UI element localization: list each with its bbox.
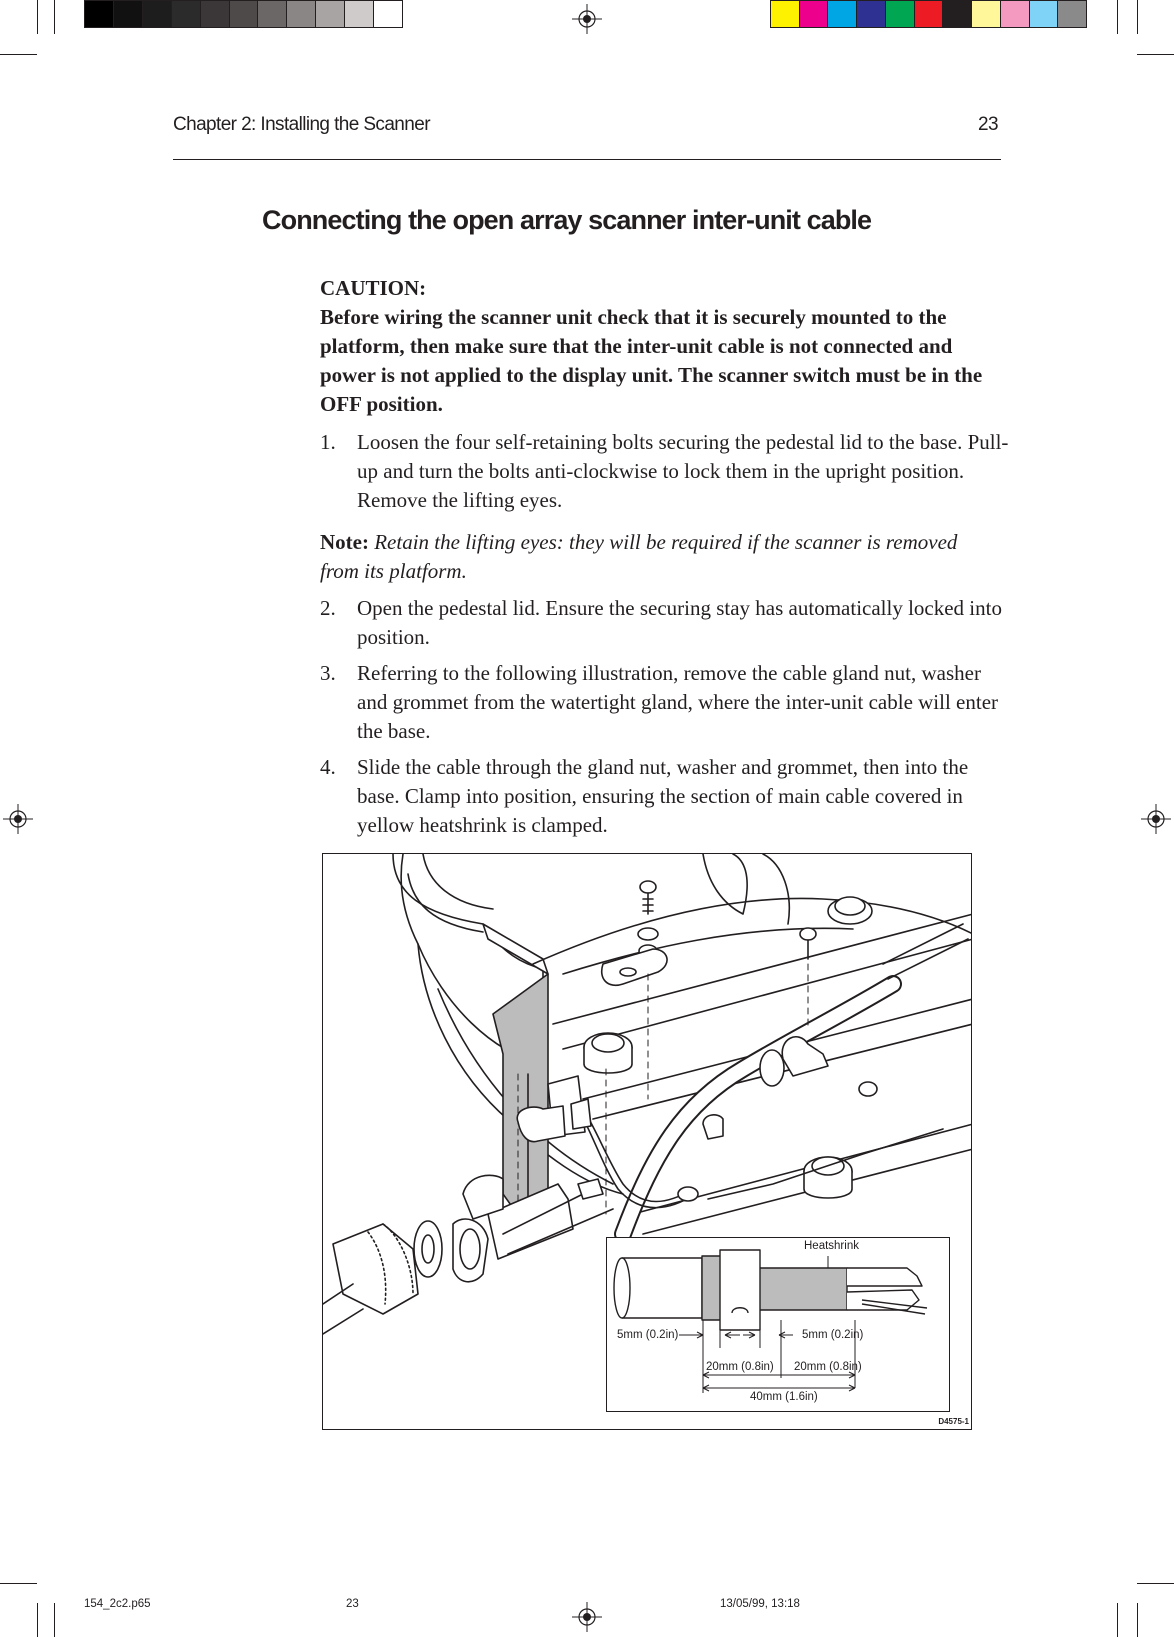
step-number: 3.: [320, 661, 336, 685]
color-swatch: [800, 1, 829, 27]
gray-swatch: [143, 1, 172, 27]
color-swatch: [886, 1, 915, 27]
heatshrink-label: Heatshrink: [804, 1240, 859, 1252]
color-swatch: [1058, 1, 1086, 27]
note-label: Note:: [320, 530, 369, 554]
footer-page: 23: [346, 1598, 359, 1610]
note: [320, 528, 990, 586]
caution-text: Before wiring the scanner unit check that it is securely mounted to the platform, then make sure that the inter-unit cable is not connected and power is not applied to the display unit. The scanner switch must be in the OFF position.: [320, 305, 983, 416]
cable-installation-illustration: [322, 853, 972, 1430]
caution-label: CAUTION:: [320, 276, 427, 300]
gray-swatch: [230, 1, 259, 27]
dimension-20mm-right: 20mm (0.8in): [794, 1361, 862, 1373]
gray-swatch: [172, 1, 201, 27]
gray-swatch: [287, 1, 316, 27]
registration-mark-right: [1141, 804, 1171, 834]
dimension-20mm-left: 20mm (0.8in): [706, 1361, 774, 1373]
gray-swatch: [316, 1, 345, 27]
note-text: Retain the lifting eyes: they will be required if the scanner is removed from its platform.: [320, 530, 958, 583]
caution-block: [320, 274, 1000, 419]
color-swatch: [828, 1, 857, 27]
color-swatch: [915, 1, 944, 27]
figure-code: D4575-1: [938, 1417, 969, 1426]
step-number: 1.: [320, 430, 336, 454]
gray-swatch: [374, 1, 402, 27]
gray-swatch: [85, 1, 114, 27]
color-swatch: [771, 1, 800, 27]
gray-swatch: [201, 1, 230, 27]
step-text: Loosen the four self-retaining bolts securing the pedestal lid to the base. Pull-up and turn the bolts anti-clockwise to lock them in the upright position. Remove the lifting eyes.: [357, 430, 1009, 512]
dimension-5mm-left: 5mm (0.2in): [617, 1329, 679, 1341]
color-swatch: [1030, 1, 1059, 27]
step-4: [320, 753, 1010, 840]
step-text: Open the pedestal lid. Ensure the securing stay has automatically locked into position.: [357, 596, 1002, 649]
step-2: [320, 594, 1010, 652]
step-number: 2.: [320, 596, 336, 620]
step-text: Referring to the following illustration, remove the cable gland nut, washer and grommet from the watertight gland, where the inter-unit cable will enter the base.: [357, 661, 999, 743]
footer-timestamp: 13/05/99, 13:18: [720, 1598, 800, 1610]
gray-swatch: [114, 1, 143, 27]
chapter-heading: Chapter 2: Installing the Scanner: [173, 114, 430, 135]
footer-filename: 154_2c2.p65: [84, 1598, 151, 1610]
page-number: 23: [978, 114, 998, 135]
step-3: [320, 659, 1010, 746]
dimension-5mm-right: 5mm (0.2in): [802, 1329, 864, 1341]
registration-mark-top: [572, 4, 602, 34]
gray-swatch: [258, 1, 287, 27]
grayscale-bar: [84, 0, 403, 28]
dimension-40mm: 40mm (1.6in): [750, 1391, 818, 1403]
registration-mark-bottom: [572, 1602, 602, 1632]
step-number: 4.: [320, 755, 336, 779]
color-swatch: [857, 1, 886, 27]
color-swatch: [972, 1, 1001, 27]
step-1: [320, 428, 1010, 515]
section-title: Connecting the open array scanner inter-unit cable: [262, 205, 872, 235]
heatshrink-detail-drawing: [607, 1238, 948, 1410]
header-rule: [173, 159, 1001, 160]
gray-swatch: [345, 1, 374, 27]
color-bar: [770, 0, 1087, 28]
step-text: Slide the cable through the gland nut, washer and grommet, then into the base. Clamp into position, ensuring the section of main cable covered in yellow heatshrink is clamped.: [357, 755, 969, 837]
registration-mark-left: [3, 804, 33, 834]
heatshrink-detail-inset: [606, 1237, 950, 1412]
color-swatch: [1001, 1, 1030, 27]
color-swatch: [943, 1, 972, 27]
